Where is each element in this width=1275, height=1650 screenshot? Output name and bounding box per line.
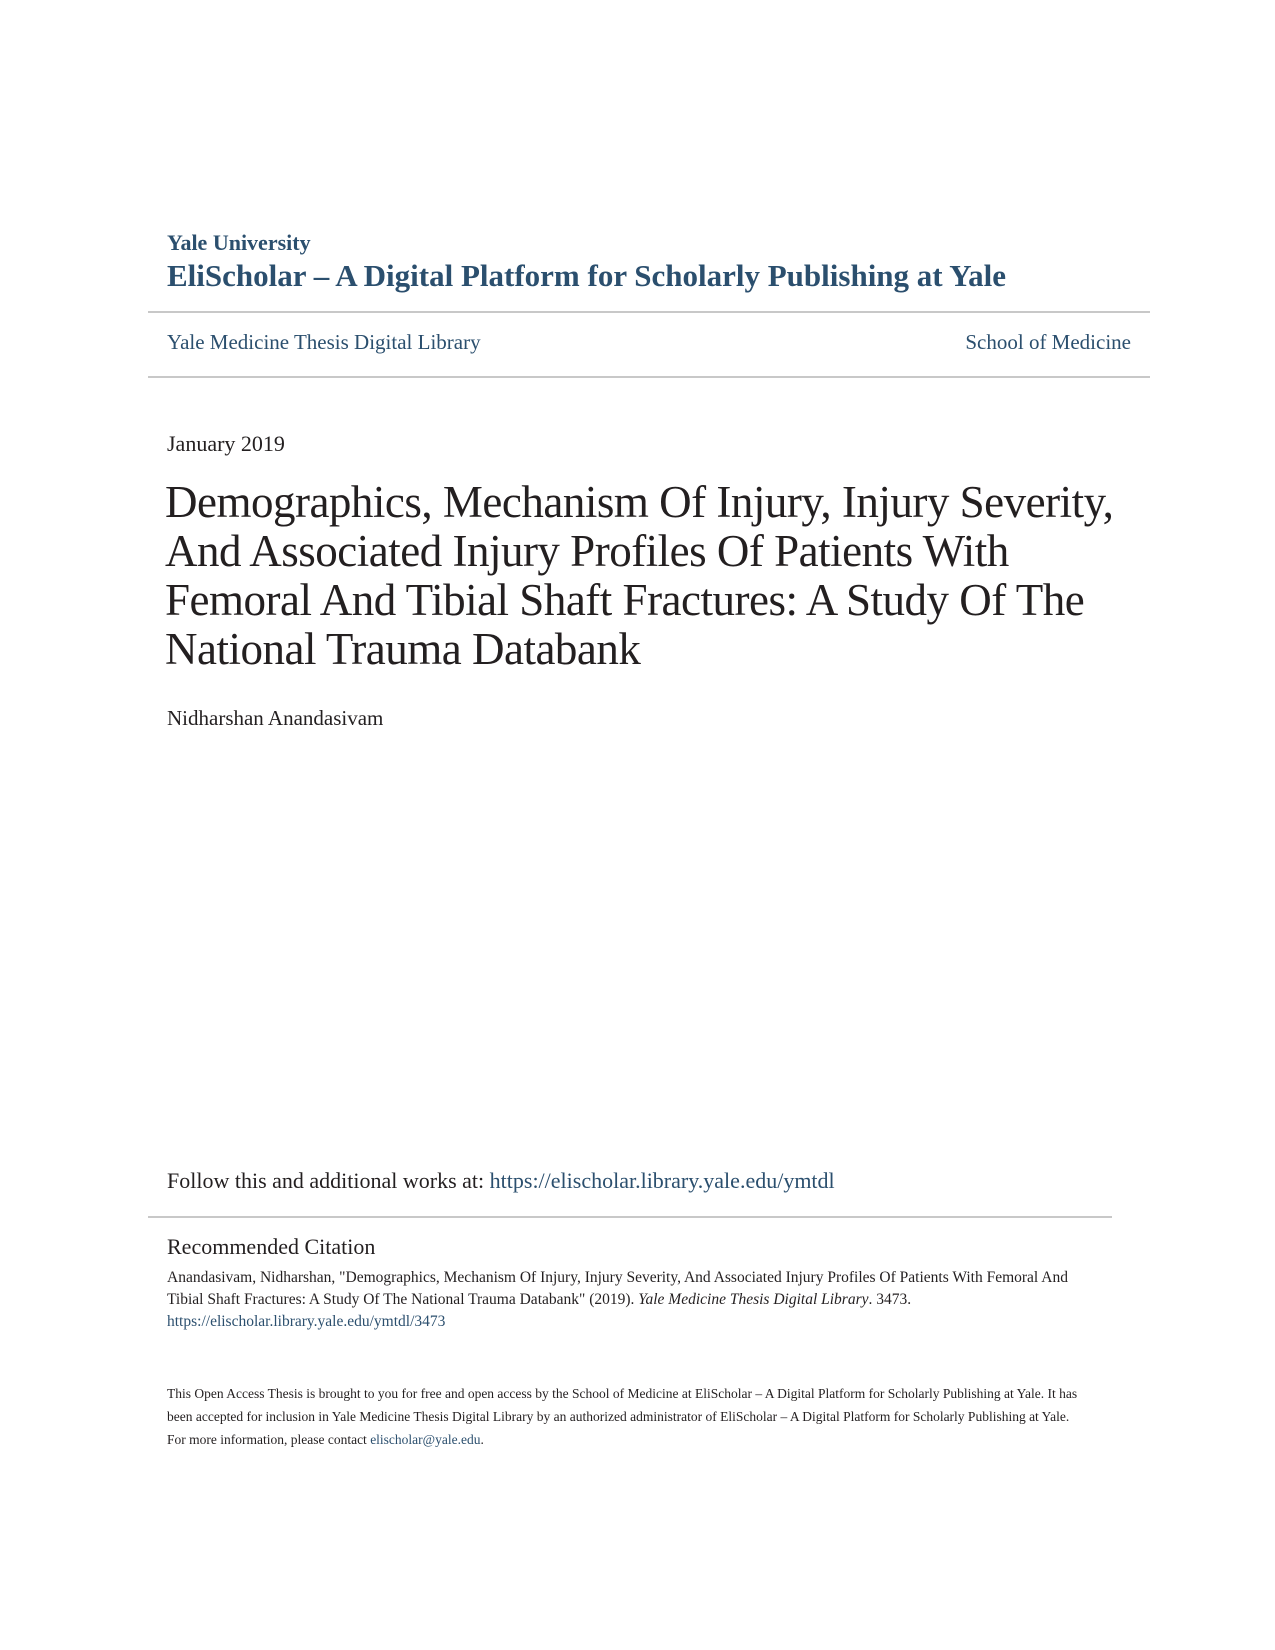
collection-url-link[interactable]: https://elischolar.library.yale.edu/ymtdl: [489, 1168, 835, 1193]
school-link[interactable]: School of Medicine: [965, 330, 1131, 354]
thesis-title: Demographics, Mechanism Of Injury, Injury Severity, And Associated Injury Profiles Of Patients With Femoral And Tibial Shaft Fractures: A Study Of The National Trauma Databank: [165, 477, 1114, 674]
citation-number: . 3473.: [868, 1291, 912, 1308]
header-divider-bottom: [148, 376, 1150, 378]
collection-link[interactable]: Yale Medicine Thesis Digital Library: [167, 330, 481, 354]
contact-email-link[interactable]: elischolar@yale.edu: [370, 1432, 481, 1447]
platform-link[interactable]: EliScholar – A Digital Platform for Scholarly Publishing at Yale: [167, 258, 1007, 293]
access-text: This Open Access Thesis is brought to you for free and open access by the School of Medicine at EliScholar – A Digital Platform for Scholarly Publishing at Yale. It has been accepted for inclusion in Yale Medicine Thesis Digital Library by an authorized administrator of EliScholar – A Digital Platform for Scholarly Publishing at Yale. For more information, please contact: [167, 1386, 1078, 1447]
citation-url-link[interactable]: https://elischolar.library.yale.edu/ymtdl/3473: [167, 1313, 446, 1330]
follow-prefix: Follow this and additional works at:: [167, 1168, 490, 1193]
repository-header: [167, 230, 1127, 295]
citation-body: Anandasivam, Nidharshan, "Demographics, Mechanism Of Injury, Injury Severity, And Associated Injury Profiles Of Patients With Femoral And Tibial Shaft Fractures: A Study Of The National Trauma Databank" (2019).: [167, 1269, 1068, 1308]
access-suffix: .: [480, 1432, 484, 1447]
citation-series: Yale Medicine Thesis Digital Library: [638, 1291, 869, 1308]
citation-text: [167, 1267, 1077, 1333]
author-name: Nidharshan Anandasivam: [167, 706, 384, 730]
university-name: Yale University: [167, 230, 311, 255]
citation-divider: [148, 1216, 1112, 1218]
publication-date: January 2019: [167, 431, 285, 456]
header-divider-top: [148, 311, 1150, 313]
open-access-notice: [167, 1382, 1087, 1451]
citation-heading: Recommended Citation: [167, 1234, 376, 1259]
follow-line: [167, 1168, 835, 1194]
